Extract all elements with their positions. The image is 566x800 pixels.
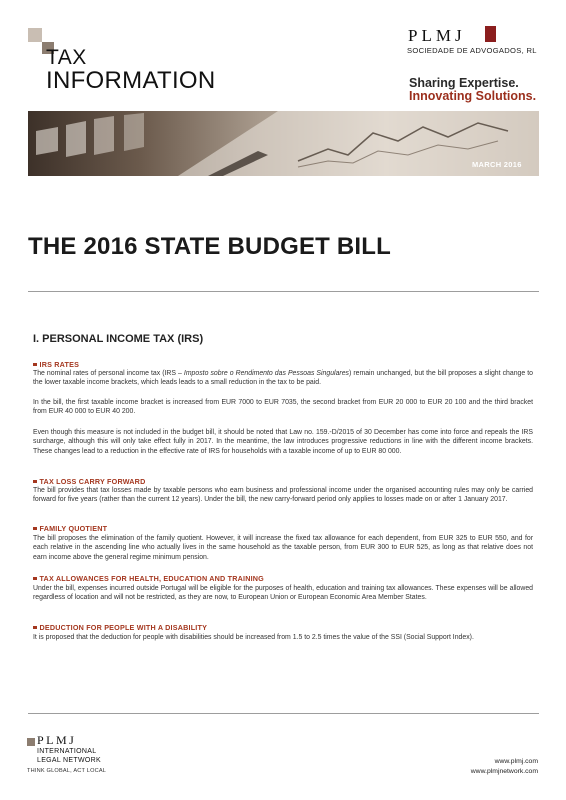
bullet-square-icon <box>33 527 37 531</box>
subsection-heading <box>33 623 207 632</box>
footer-logo-square <box>27 738 35 746</box>
header-title-line2: INFORMATION <box>46 67 216 94</box>
paragraph: The nominal rates of personal income tax (IRS – Imposto sobre o Rendimento das Pessoas Singulares) remain unchanged, but the bill proposes a slight change to the lower taxable income brackets, which leads leads to a small reduction in the tax to be paid. <box>33 370 533 387</box>
bullet-square-icon <box>33 363 37 367</box>
paragraph: It is proposed that the deduction for people with disabilities should be increased from 1.5 to 2.5 times the value of the SSI (Social Support Index). <box>33 634 474 641</box>
subsection-heading-text: FAMILY QUOTIENT <box>39 524 108 533</box>
paragraph: In the bill, the first taxable income bracket is increased from EUR 7000 to EUR 7035, the second bracket from EUR 20 000 to EUR 20 100 and the third bracket from EUR 40 000 to EUR 40 200. <box>33 399 533 416</box>
footer-logo-line3: LEGAL NETWORK <box>37 757 101 764</box>
footer-logo: PLMJ <box>37 733 77 747</box>
bullet-square-icon <box>33 577 37 581</box>
logo-subtitle: SOCIEDADE DE ADVOGADOS, RL <box>407 46 537 55</box>
issue-date: MARCH 2016 <box>472 160 522 169</box>
subsection-heading <box>33 360 79 369</box>
network-website-link[interactable]: www.plmjnetwork.com <box>470 768 538 775</box>
chart-photo-illustration <box>28 111 539 176</box>
logo-accent-bar <box>485 26 496 42</box>
paragraph: Even though this measure is not included in the budget bill, it should be noted that Law no. 159.-D/2015 of 30 December has come into force and repeals the IRS surcharge, although this will only take effect fully in 2017. In the meantime, the law introduces progressive reductions in line with the different income brackets. These changes lead to a reduction in the effective rate of IRS for households with a taxable income of up to EUR 80 000. <box>33 429 533 455</box>
paragraph: The bill provides that tax losses made by taxable persons who earn business and professional income under the organised accounting rules may only be carried forward for five years (rather than the current 12 years). Under the bill, the new carry-forward period only applies to losses made on or after 1 January 2017. <box>33 487 533 504</box>
document-title: THE 2016 STATE BUDGET BILL <box>28 233 392 260</box>
bullet-square-icon <box>33 626 37 630</box>
divider <box>28 713 539 714</box>
paragraph: Under the bill, expenses incurred outside Portugal will be eligible for the purposes of health, education and training tax allowances. These expenses will be allowed regardless of location and will not be restricted, as they are now, to European Union or European Economic Area Member States. <box>33 585 533 602</box>
subsection-heading-text: TAX LOSS CARRY FORWARD <box>39 477 146 486</box>
subsection-heading <box>33 574 264 583</box>
bullet-square-icon <box>33 480 37 484</box>
subsection-heading-text: TAX ALLOWANCES FOR HEALTH, EDUCATION AND TRAINING <box>39 574 264 583</box>
paragraph: The bill proposes the elimination of the family quotient. However, it will increase the fixed tax allowance for each dependent, from EUR 325 to EUR 550, and for each relative in the ascending line who actually lives in the same household as the taxable person, from EUR 300 to EUR 525, as long as that relative does not earn income above the general regime minimum pension. <box>33 535 533 561</box>
website-link[interactable]: www.plmj.com <box>494 758 538 765</box>
header-title-line1: TAX <box>46 46 87 69</box>
subsection-heading <box>33 477 145 486</box>
section-heading: I. PERSONAL INCOME TAX (IRS) <box>33 333 204 345</box>
subsection-heading-text: DEDUCTION FOR PEOPLE WITH A DISABILITY <box>39 623 208 632</box>
subsection-heading <box>33 524 107 533</box>
header-banner-image <box>28 111 539 176</box>
slogan-line1: Sharing Expertise. <box>409 76 519 90</box>
footer-tagline: THINK GLOBAL, ACT LOCAL <box>27 768 107 774</box>
divider <box>28 291 539 292</box>
plmj-logo: PLMJ <box>408 26 466 45</box>
decorative-square <box>28 28 42 42</box>
subsection-heading-text: IRS RATES <box>39 360 80 369</box>
slogan-line2: Innovating Solutions. <box>409 89 537 103</box>
footer-logo-line2: INTERNATIONAL <box>37 748 97 755</box>
